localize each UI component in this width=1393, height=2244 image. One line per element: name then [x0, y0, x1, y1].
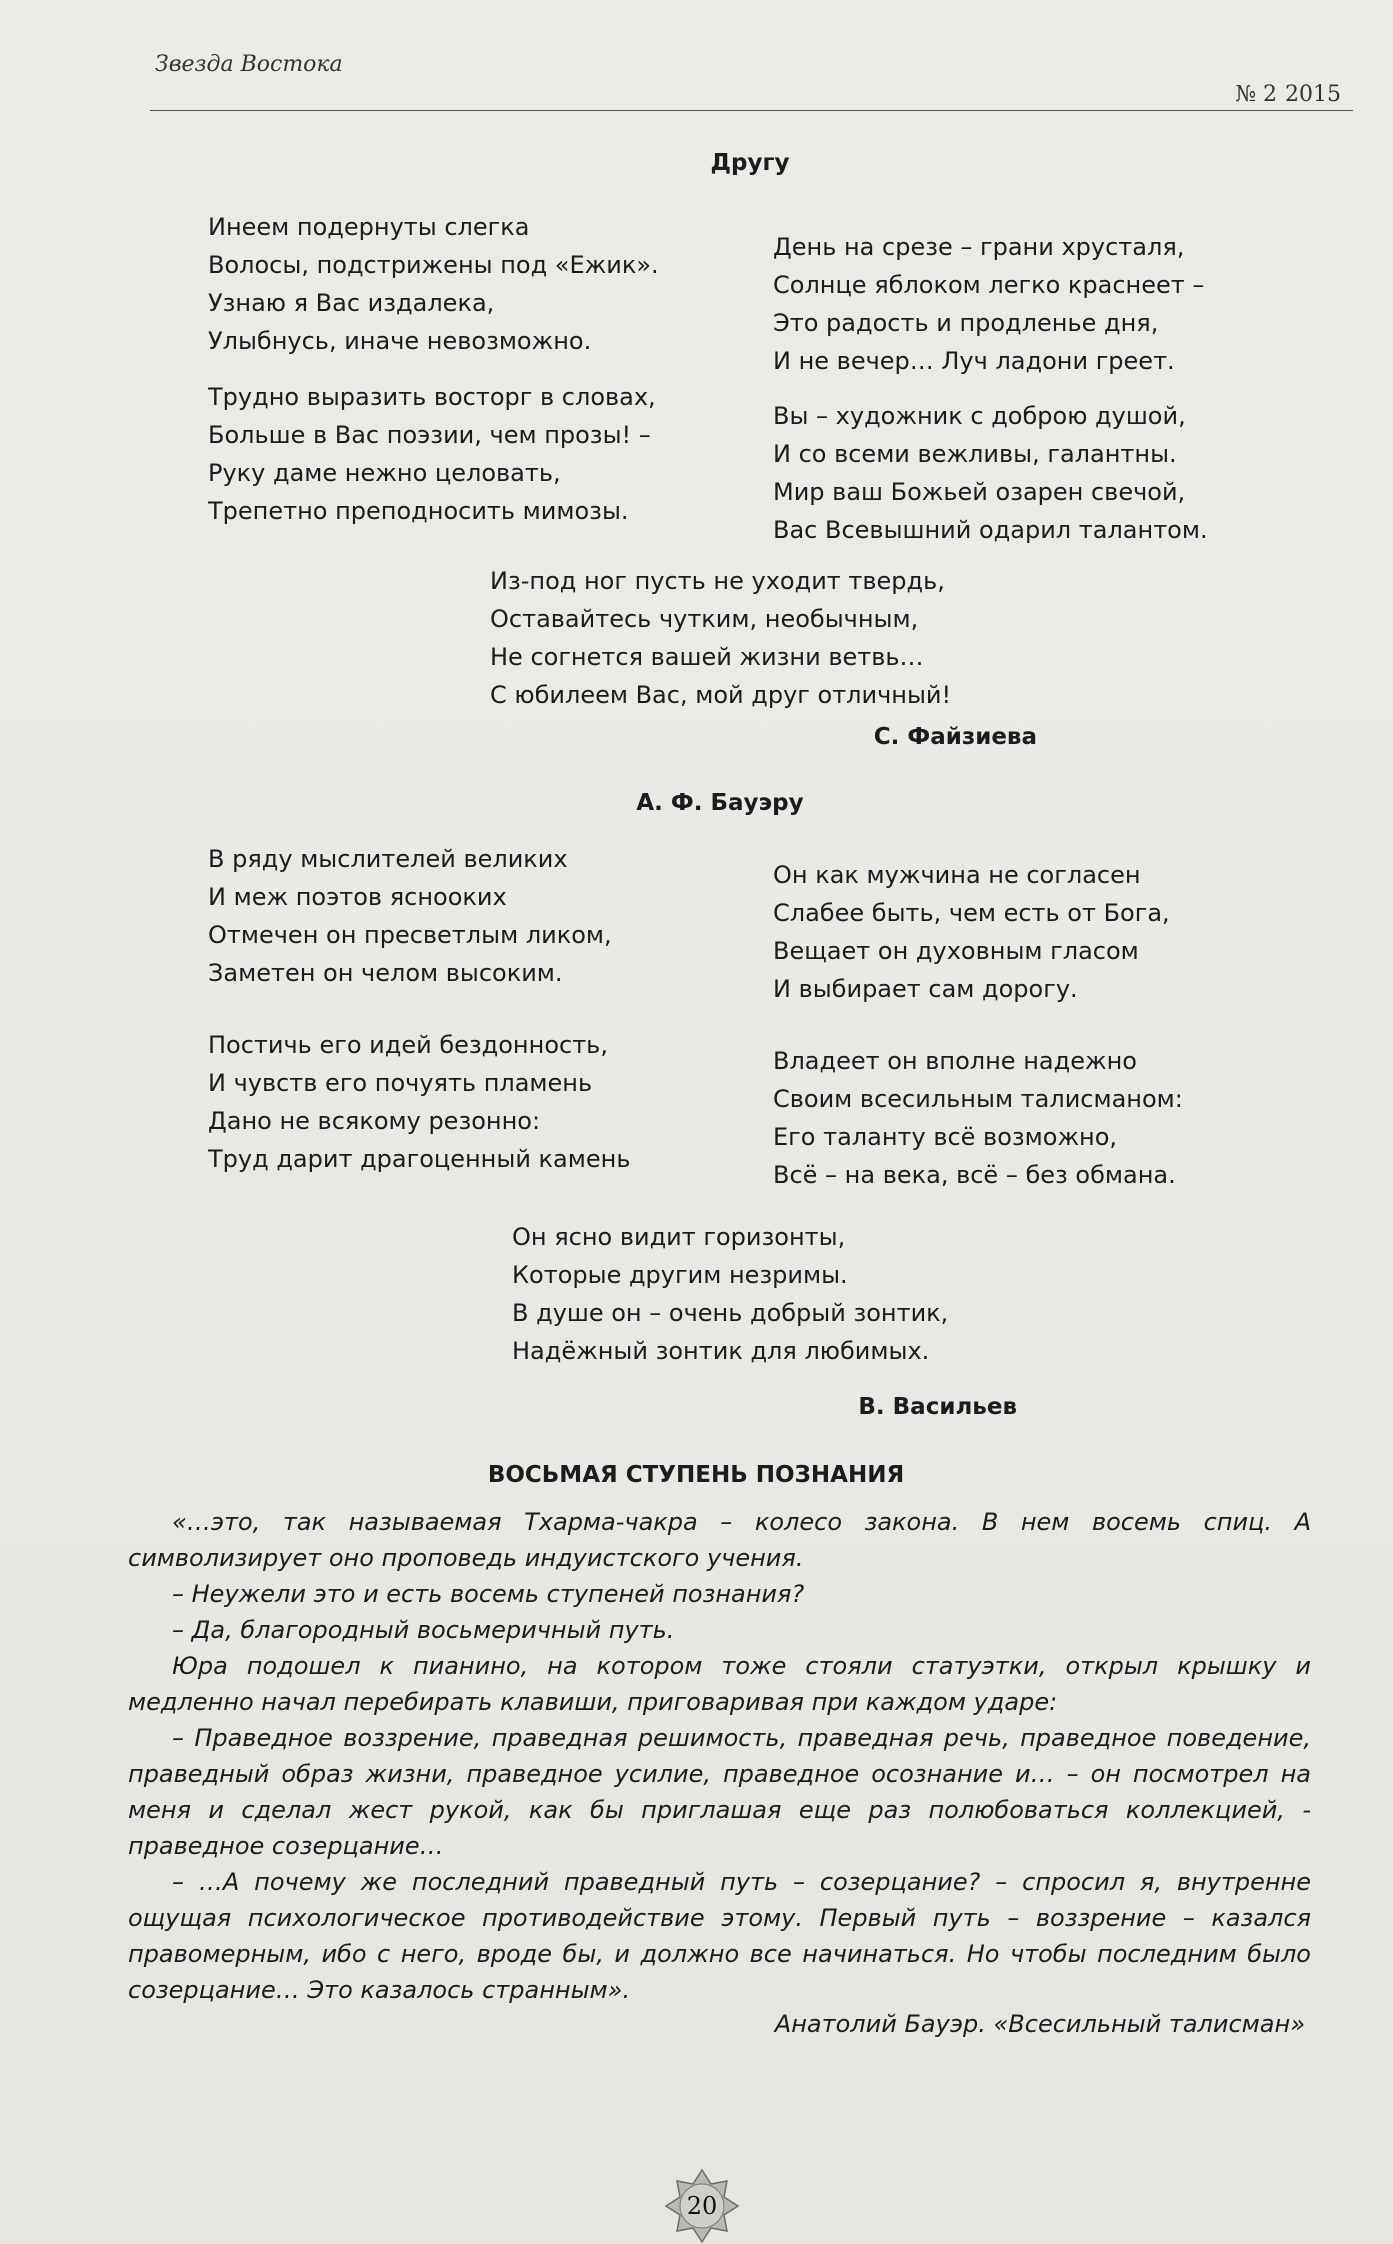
paragraph: «…это, так называемая Тхарма-чакра – колесо закона. В нем восемь спиц. А символизирует оно проповедь индуистского учения. [128, 1508, 1311, 1572]
verse-line: Улыбнусь, иначе невозможно. [208, 327, 592, 355]
verse-line: Из-под ног пусть не уходит твердь, [490, 567, 945, 595]
verse-line: Его таланту всё возможно, [773, 1123, 1118, 1151]
journal-name: Звезда Востока [155, 52, 343, 77]
poem1-title: Другу [710, 150, 790, 176]
verse-line: Руку даме нежно целовать, [208, 459, 561, 487]
poem1-stanza-right-1 [773, 228, 1204, 380]
verse-line: Не согнется вашей жизни ветвь… [490, 643, 924, 671]
verse-line: И чувств его почуять пламень [208, 1069, 593, 1097]
issue-number: № 2 [1235, 82, 1277, 107]
poem2-title: А. Ф. Бауэру [636, 790, 804, 816]
verse-line: Всё – на века, всё – без обмана. [773, 1161, 1176, 1189]
verse-line: Оставайтесь чутким, необычным, [490, 605, 919, 633]
verse-line: Узнаю я Вас издалека, [208, 289, 495, 317]
verse-line: И меж поэтов яснооких [208, 883, 507, 911]
page-number-badge [664, 2168, 740, 2244]
page-number: 20 [686, 2192, 718, 2220]
poem1-stanza-right-2 [773, 397, 1208, 549]
verse-line: Больше в Вас поэзии, чем прозы! – [208, 421, 651, 449]
paragraph: Юра подошел к пианино, на котором тоже стояли статуэтки, открыл крышку и медленно начал перебирать клавиши, приговаривая при каждом ударе: [128, 1652, 1311, 1716]
poem2-stanza-left-1 [208, 840, 612, 992]
verse-line: И со всеми вежливы, галантны. [773, 440, 1177, 468]
verse-line: Солнце яблоком легко краснеет – [773, 271, 1205, 299]
verse-line: Труд дарит драгоценный камень [208, 1145, 631, 1173]
verse-line: Это радость и продленье дня, [773, 309, 1159, 337]
verse-line: Вы – художник с доброю душой, [773, 402, 1186, 430]
verse-line: Он ясно видит горизонты, [512, 1223, 846, 1251]
paragraph: – Праведное воззрение, праведная решимость, праведная речь, праведное поведение, праведный образ жизни, праведное усилие, праведное осознание и… – он посмотрел на меня и сделал жест рукой, как бы приглашая еще раз полюбоваться коллекцией, - праведное созерцание… [128, 1724, 1311, 1860]
poem1-stanza-center [490, 562, 951, 714]
verse-line: Надёжный зонтик для любимых. [512, 1337, 930, 1365]
paragraph: – Да, благородный восьмеричный путь. [172, 1616, 675, 1644]
verse-line: Вас Всевышний одарил талантом. [773, 516, 1208, 544]
verse-line: В душе он – очень добрый зонтик, [512, 1299, 949, 1327]
verse-line: Трепетно преподносить мимозы. [208, 497, 629, 525]
paragraph: – …А почему же последний праведный путь – созерцание? – спросил я, внутренне ощущая психологическое противодействие этому. Первый путь – воззрение – казался правомерным, ибо с него, вроде бы, и должно все начинаться. Но чтобы последним было созерцание… Это казалось странным». [128, 1868, 1311, 2004]
verse-line: Которые другим незримы. [512, 1261, 848, 1289]
verse-line: Он как мужчина не согласен [773, 861, 1141, 889]
verse-line: Владеет он вполне надежно [773, 1047, 1137, 1075]
verse-line: Слабее быть, чем есть от Бога, [773, 899, 1170, 927]
poem1-author: С. Файзиева [873, 724, 1037, 750]
verse-line: В ряду мыслителей великих [208, 845, 568, 873]
issue-year: 2015 [1285, 82, 1341, 107]
verse-line: Трудно выразить восторг в словах, [208, 383, 656, 411]
verse-line: Волосы, подстрижены под «Ежик». [208, 251, 659, 279]
poem2-stanza-right-2 [773, 1042, 1183, 1194]
verse-line: Постичь его идей бездонность, [208, 1031, 608, 1059]
verse-line: Отмечен он пресветлым ликом, [208, 921, 612, 949]
verse-line: С юбилеем Вас, мой друг отличный! [490, 681, 952, 709]
poem1-stanza-left-2 [208, 378, 656, 530]
essay-title: ВОСЬМАЯ СТУПЕНЬ ПОЗНАНИЯ [487, 1462, 905, 1488]
poem2-stanza-right-1 [773, 856, 1170, 1008]
essay-source: Анатолий Бауэр. «Всесильный талисман» [774, 2010, 1305, 2038]
verse-line: Своим всесильным талисманом: [773, 1085, 1183, 1113]
poem2-stanza-left-2 [208, 1026, 630, 1178]
issue-info [1227, 82, 1341, 107]
verse-line: И выбирает сам дорогу. [773, 975, 1078, 1003]
poem1-stanza-left-1 [208, 208, 659, 360]
verse-line: Дано не всякому резонно: [208, 1107, 541, 1135]
poem2-author: В. Васильев [858, 1394, 1017, 1420]
verse-line: И не вечер… Луч ладони греет. [773, 347, 1175, 375]
verse-line: День на срезе – грани хрусталя, [773, 233, 1185, 261]
poem2-stanza-center [512, 1218, 948, 1370]
header-rule [150, 110, 1353, 111]
essay-text [128, 1504, 1311, 2008]
verse-line: Инеем подернуты слегка [208, 213, 530, 241]
verse-line: Вещает он духовным гласом [773, 937, 1139, 965]
paragraph: – Неужели это и есть восемь ступеней познания? [172, 1580, 805, 1608]
verse-line: Заметен он челом высоким. [208, 959, 563, 987]
verse-line: Мир ваш Божьей озарен свечой, [773, 478, 1186, 506]
